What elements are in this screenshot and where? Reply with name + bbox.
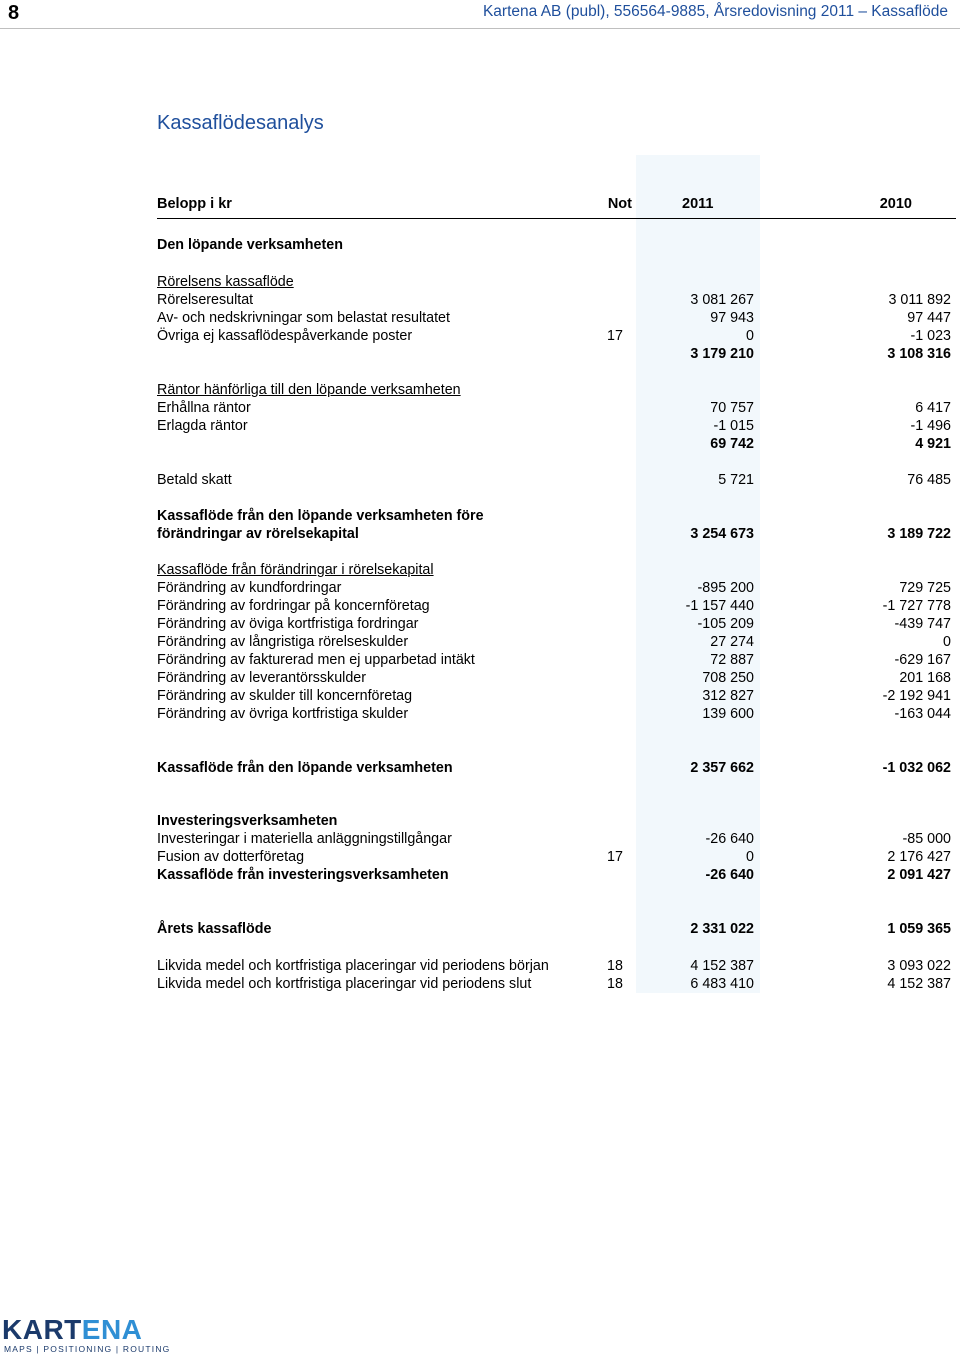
row-value-2011: 3 179 210 bbox=[690, 346, 754, 362]
table-row bbox=[157, 381, 957, 399]
logo-wordmark-part-b: ENA bbox=[81, 1314, 143, 1345]
table-row bbox=[157, 759, 957, 777]
row-label: Förändring av fakturerad men ej upparbetad intäkt bbox=[157, 652, 475, 668]
header-divider bbox=[0, 28, 960, 29]
row-label: Förändring av leverantörsskulder bbox=[157, 670, 366, 686]
row-value-2010: -439 747 bbox=[894, 616, 951, 632]
row-value-2011: 2 331 022 bbox=[690, 921, 754, 937]
row-value-2010: 4 921 bbox=[915, 436, 951, 452]
row-label: Övriga ej kassaflödespåverkande poster bbox=[157, 328, 413, 344]
row-label: Likvida medel och kortfristiga placeringar vid periodens början bbox=[157, 958, 549, 974]
table-row bbox=[157, 417, 957, 435]
row-label: Rörelsens kassaflöde bbox=[157, 274, 294, 290]
row-value-2010: -1 496 bbox=[910, 418, 951, 434]
row-note: 17 bbox=[607, 328, 623, 344]
table-row bbox=[157, 830, 957, 848]
row-label: Förändring av öviga kortfristiga fordringar bbox=[157, 616, 419, 632]
row-value-2011: -1 157 440 bbox=[685, 598, 754, 614]
row-value-2010: 97 447 bbox=[907, 310, 951, 326]
row-value-2010: 3 011 892 bbox=[888, 292, 951, 308]
row-value-2011: 3 254 673 bbox=[690, 526, 754, 542]
row-value-2011: 27 274 bbox=[710, 634, 754, 650]
row-value-2010: -1 023 bbox=[910, 328, 951, 344]
row-note: 18 bbox=[607, 958, 623, 974]
row-label: Förändring av övriga kortfristiga skulder bbox=[157, 706, 409, 722]
logo-wordmark bbox=[2, 1314, 142, 1346]
row-value-2011: 72 887 bbox=[710, 652, 754, 668]
row-value-2010: 6 417 bbox=[915, 400, 951, 416]
row-label: Årets kassaflöde bbox=[157, 921, 272, 937]
row-value-2011: 139 600 bbox=[702, 706, 754, 722]
row-value-2010: 201 168 bbox=[899, 670, 951, 686]
column-2010-header: 2010 bbox=[879, 196, 912, 212]
row-value-2011: -105 209 bbox=[697, 616, 754, 632]
row-value-2011: 69 742 bbox=[710, 436, 754, 452]
row-value-2011: 5 721 bbox=[718, 472, 754, 488]
row-note: 17 bbox=[607, 849, 623, 865]
row-label: Kassaflöde från förändringar i rörelsekapital bbox=[157, 562, 434, 578]
row-value-2010: 4 152 387 bbox=[887, 976, 951, 992]
table-row bbox=[157, 399, 957, 417]
table-row bbox=[157, 561, 957, 579]
row-value-2011: -895 200 bbox=[697, 580, 754, 596]
row-value-2010: -2 192 941 bbox=[882, 688, 951, 704]
table-header bbox=[157, 194, 956, 219]
table-row bbox=[157, 615, 957, 633]
row-label: Likvida medel och kortfristiga placeringar vid periodens slut bbox=[157, 976, 532, 992]
column-label-header: Belopp i kr bbox=[157, 196, 232, 212]
table-row bbox=[157, 309, 957, 327]
table-row bbox=[157, 579, 957, 597]
table-row bbox=[157, 471, 957, 489]
table-row bbox=[157, 633, 957, 651]
table-row bbox=[157, 327, 957, 345]
row-label: Erhållna räntor bbox=[157, 400, 251, 416]
table-row bbox=[157, 291, 957, 309]
table-row bbox=[157, 345, 957, 363]
table-row bbox=[157, 597, 957, 615]
row-value-2011: 312 827 bbox=[702, 688, 754, 704]
row-label: Förändring av skulder till koncernföretag bbox=[157, 688, 413, 704]
row-value-2010: -1 032 062 bbox=[882, 760, 951, 776]
row-label: Kassaflöde från investeringsverksamheten bbox=[157, 867, 449, 883]
row-label: Rörelseresultat bbox=[157, 292, 254, 308]
row-label: Förändring av långristiga rörelseskulder bbox=[157, 634, 409, 650]
table-row bbox=[157, 236, 957, 254]
row-value-2010: -163 044 bbox=[894, 706, 951, 722]
kartena-logo bbox=[0, 1314, 170, 1353]
column-2011-header: 2011 bbox=[682, 196, 714, 212]
row-label: Fusion av dotterföretag bbox=[157, 849, 305, 865]
row-value-2010: -85 000 bbox=[902, 831, 951, 847]
table-row bbox=[157, 957, 957, 975]
table-row bbox=[157, 866, 957, 884]
row-value-2010: 2 091 427 bbox=[887, 867, 951, 883]
row-value-2010: 3 093 022 bbox=[887, 958, 951, 974]
row-value-2011: -26 640 bbox=[705, 831, 754, 847]
page-number: 8 bbox=[8, 2, 20, 24]
row-value-2010: 3 108 316 bbox=[887, 346, 951, 362]
row-label: Erlagda räntor bbox=[157, 418, 248, 434]
row-label: förändringar av rörelsekapital bbox=[157, 526, 359, 542]
row-label: Investeringar i materiella anläggningstillgångar bbox=[157, 831, 452, 847]
table-row bbox=[157, 669, 957, 687]
table-row bbox=[157, 651, 957, 669]
row-label: Räntor hänförliga till den löpande verksamheten bbox=[157, 382, 461, 398]
logo-wordmark-part-a: KART bbox=[2, 1314, 82, 1345]
row-value-2010: 729 725 bbox=[899, 580, 951, 596]
row-value-2011: 708 250 bbox=[702, 670, 754, 686]
row-value-2011: 0 bbox=[746, 328, 754, 344]
row-value-2010: 76 485 bbox=[907, 472, 951, 488]
column-note-header: Not bbox=[607, 196, 632, 212]
row-value-2010: 1 059 365 bbox=[887, 921, 951, 937]
row-value-2011: 97 943 bbox=[710, 310, 754, 326]
row-value-2011: 0 bbox=[746, 849, 754, 865]
row-label: Kassaflöde från den löpande verksamheten bbox=[157, 760, 453, 776]
row-value-2010: -629 167 bbox=[894, 652, 951, 668]
row-label: Investeringsverksamheten bbox=[157, 813, 338, 829]
table-row bbox=[157, 525, 957, 543]
row-note: 18 bbox=[607, 976, 623, 992]
row-value-2011: 2 357 662 bbox=[690, 760, 754, 776]
row-value-2011: -26 640 bbox=[705, 867, 754, 883]
row-value-2011: -1 015 bbox=[713, 418, 754, 434]
row-value-2011: 6 483 410 bbox=[690, 976, 754, 992]
table-row bbox=[157, 920, 957, 938]
row-value-2010: -1 727 778 bbox=[882, 598, 951, 614]
table-row bbox=[157, 435, 957, 453]
table-row bbox=[157, 975, 957, 993]
table-row bbox=[157, 848, 957, 866]
row-value-2011: 4 152 387 bbox=[690, 958, 754, 974]
row-value-2011: 70 757 bbox=[710, 400, 754, 416]
section-title: Kassaflödesanalys bbox=[157, 112, 324, 134]
row-label: Av- och nedskrivningar som belastat resultatet bbox=[157, 310, 450, 326]
row-label: Den löpande verksamheten bbox=[157, 237, 343, 253]
table-row bbox=[157, 273, 957, 291]
table-row bbox=[157, 705, 957, 723]
table-row bbox=[157, 687, 957, 705]
row-value-2010: 2 176 427 bbox=[887, 849, 951, 865]
row-value-2010: 0 bbox=[943, 634, 951, 650]
row-label: Kassaflöde från den löpande verksamheten före bbox=[157, 508, 484, 524]
table-row bbox=[157, 507, 957, 525]
table-row bbox=[157, 812, 957, 830]
row-label: Förändring av kundfordringar bbox=[157, 580, 342, 596]
running-title: Kartena AB (publ), 556564-9885, Årsredovisning 2011 – Kassaflöde bbox=[482, 3, 948, 20]
row-value-2011: 3 081 267 bbox=[690, 292, 754, 308]
row-value-2010: 3 189 722 bbox=[887, 526, 951, 542]
row-label: Betald skatt bbox=[157, 472, 232, 488]
logo-tagline: MAPS | POSITIONING | ROUTING bbox=[4, 1344, 171, 1354]
row-label: Förändring av fordringar på koncernföretag bbox=[157, 598, 430, 614]
